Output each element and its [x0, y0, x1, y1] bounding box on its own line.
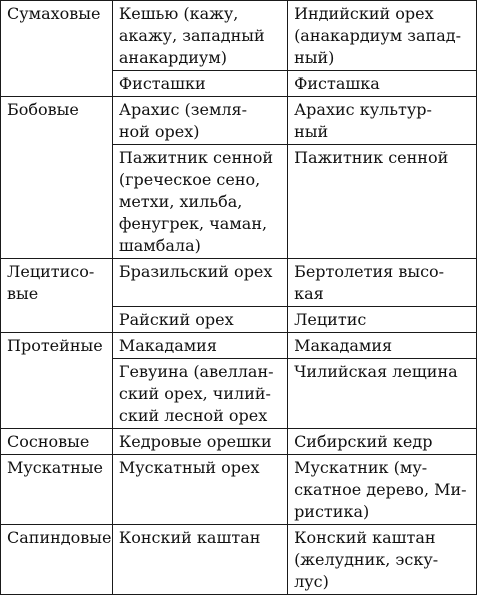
table-row	[1, 259, 477, 307]
trade-name-cell: Арахис (земля- ной орех)	[112, 97, 287, 145]
family-cell: Сосновые	[1, 429, 113, 455]
table-row	[1, 333, 477, 359]
family-cell: Протейные	[1, 333, 113, 429]
trade-name-cell: Кедровые орешки	[112, 429, 287, 455]
trade-name-cell: Макадамия	[112, 333, 287, 359]
family-cell: Мускатные	[1, 455, 113, 525]
botanical-name-cell: Фисташка	[288, 71, 477, 97]
botanical-name-cell: Конский каштан (желудник, эску- лус)	[288, 525, 477, 595]
botanical-name-cell: Индийский орех (анакардиум запад- ный)	[288, 1, 477, 71]
botanical-name-cell: Сибирский кедр	[288, 429, 477, 455]
table-row	[1, 455, 477, 525]
botanical-name-cell: Лецитис	[288, 307, 477, 333]
botanical-name-cell: Бертолетия высо- кая	[288, 259, 477, 307]
trade-name-cell: Пажитник сенной (греческое сено, метхи, хильба, фенугрек, чаман, шамбала)	[112, 145, 287, 259]
table-row	[1, 97, 477, 145]
table-row	[1, 1, 477, 71]
table-row	[1, 525, 477, 595]
botanical-name-cell: Пажитник сенной	[288, 145, 477, 259]
trade-name-cell: Мускатный орех	[112, 455, 287, 525]
table-row	[1, 429, 477, 455]
trade-name-cell: Гевуина (авеллан- ский орех, чилий- ский лесной орех	[112, 359, 287, 429]
family-cell: Сумаховые	[1, 1, 113, 97]
family-cell: Лецитисо- вые	[1, 259, 113, 333]
trade-name-cell: Фисташки	[112, 71, 287, 97]
trade-name-cell: Бразильский орех	[112, 259, 287, 307]
trade-name-cell: Райский орех	[112, 307, 287, 333]
trade-name-cell: Конский каштан	[112, 525, 287, 595]
botanical-name-cell: Мускатник (му- скатное дерево, Ми- ристика)	[288, 455, 477, 525]
botanical-name-cell: Арахис культур- ный	[288, 97, 477, 145]
family-cell: Сапиндовые	[1, 525, 113, 595]
trade-name-cell: Кешью (кажу, акажу, западный анакардиум)	[112, 1, 287, 71]
botanical-name-cell: Чилийская лещина	[288, 359, 477, 429]
botanical-name-cell: Макадамия	[288, 333, 477, 359]
family-cell: Бобовые	[1, 97, 113, 259]
